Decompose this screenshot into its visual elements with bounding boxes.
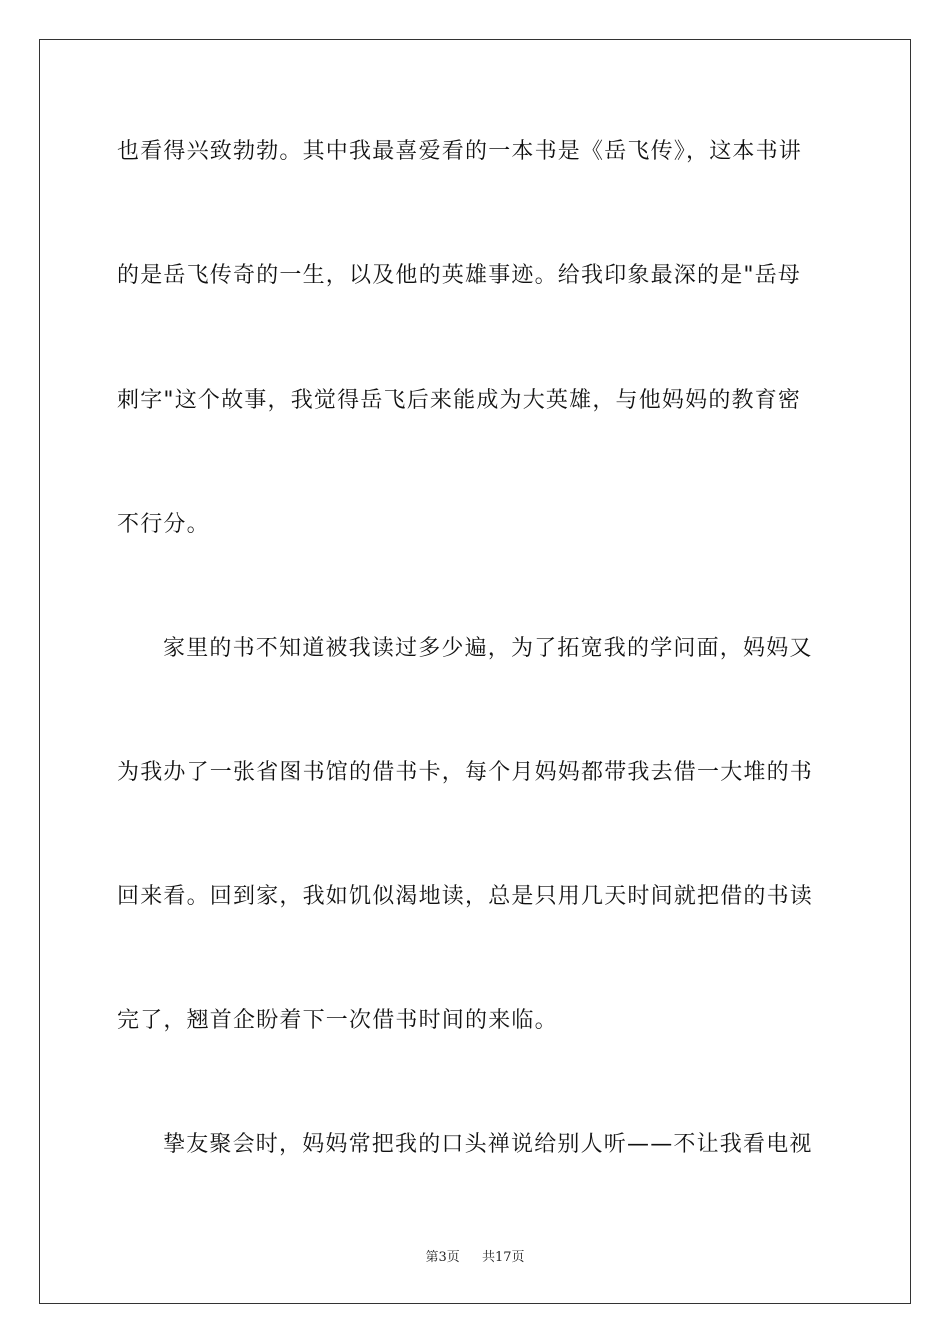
body-text-line: 也看得兴致勃勃。其中我最喜爱看的一本书是《岳飞传》，这本书讲 — [117, 139, 803, 164]
paragraph-start-line: 家里的书不知道被我读过多少遍，为了拓宽我的学问面，妈妈又 — [163, 636, 813, 661]
page-footer — [0, 1246, 950, 1265]
paragraph-start-line: 挚友聚会时，妈妈常把我的口头禅说给别人听——不让我看电视 — [163, 1132, 813, 1157]
page-border — [39, 39, 911, 1304]
body-text-line: 的是岳飞传奇的一生，以及他的英雄事迹。给我印象最深的是"岳母 — [117, 263, 802, 288]
total-pages: 共17页 — [482, 1250, 525, 1265]
body-text-line: 为我办了一张省图书馆的借书卡，每个月妈妈都带我去借一大堆的书 — [117, 760, 814, 785]
body-text-line: 刺字"这个故事，我觉得岳飞后来能成为大英雄，与他妈妈的教育密 — [117, 388, 802, 413]
body-text-line: 完了，翘首企盼着下一次借书时间的来临。 — [117, 1008, 558, 1033]
page-number: 第3页 — [425, 1250, 460, 1265]
body-text-line: 不行分。 — [117, 512, 210, 537]
body-text-line: 回来看。回到家，我如饥似渴地读，总是只用几天时间就把借的书读 — [117, 884, 814, 909]
